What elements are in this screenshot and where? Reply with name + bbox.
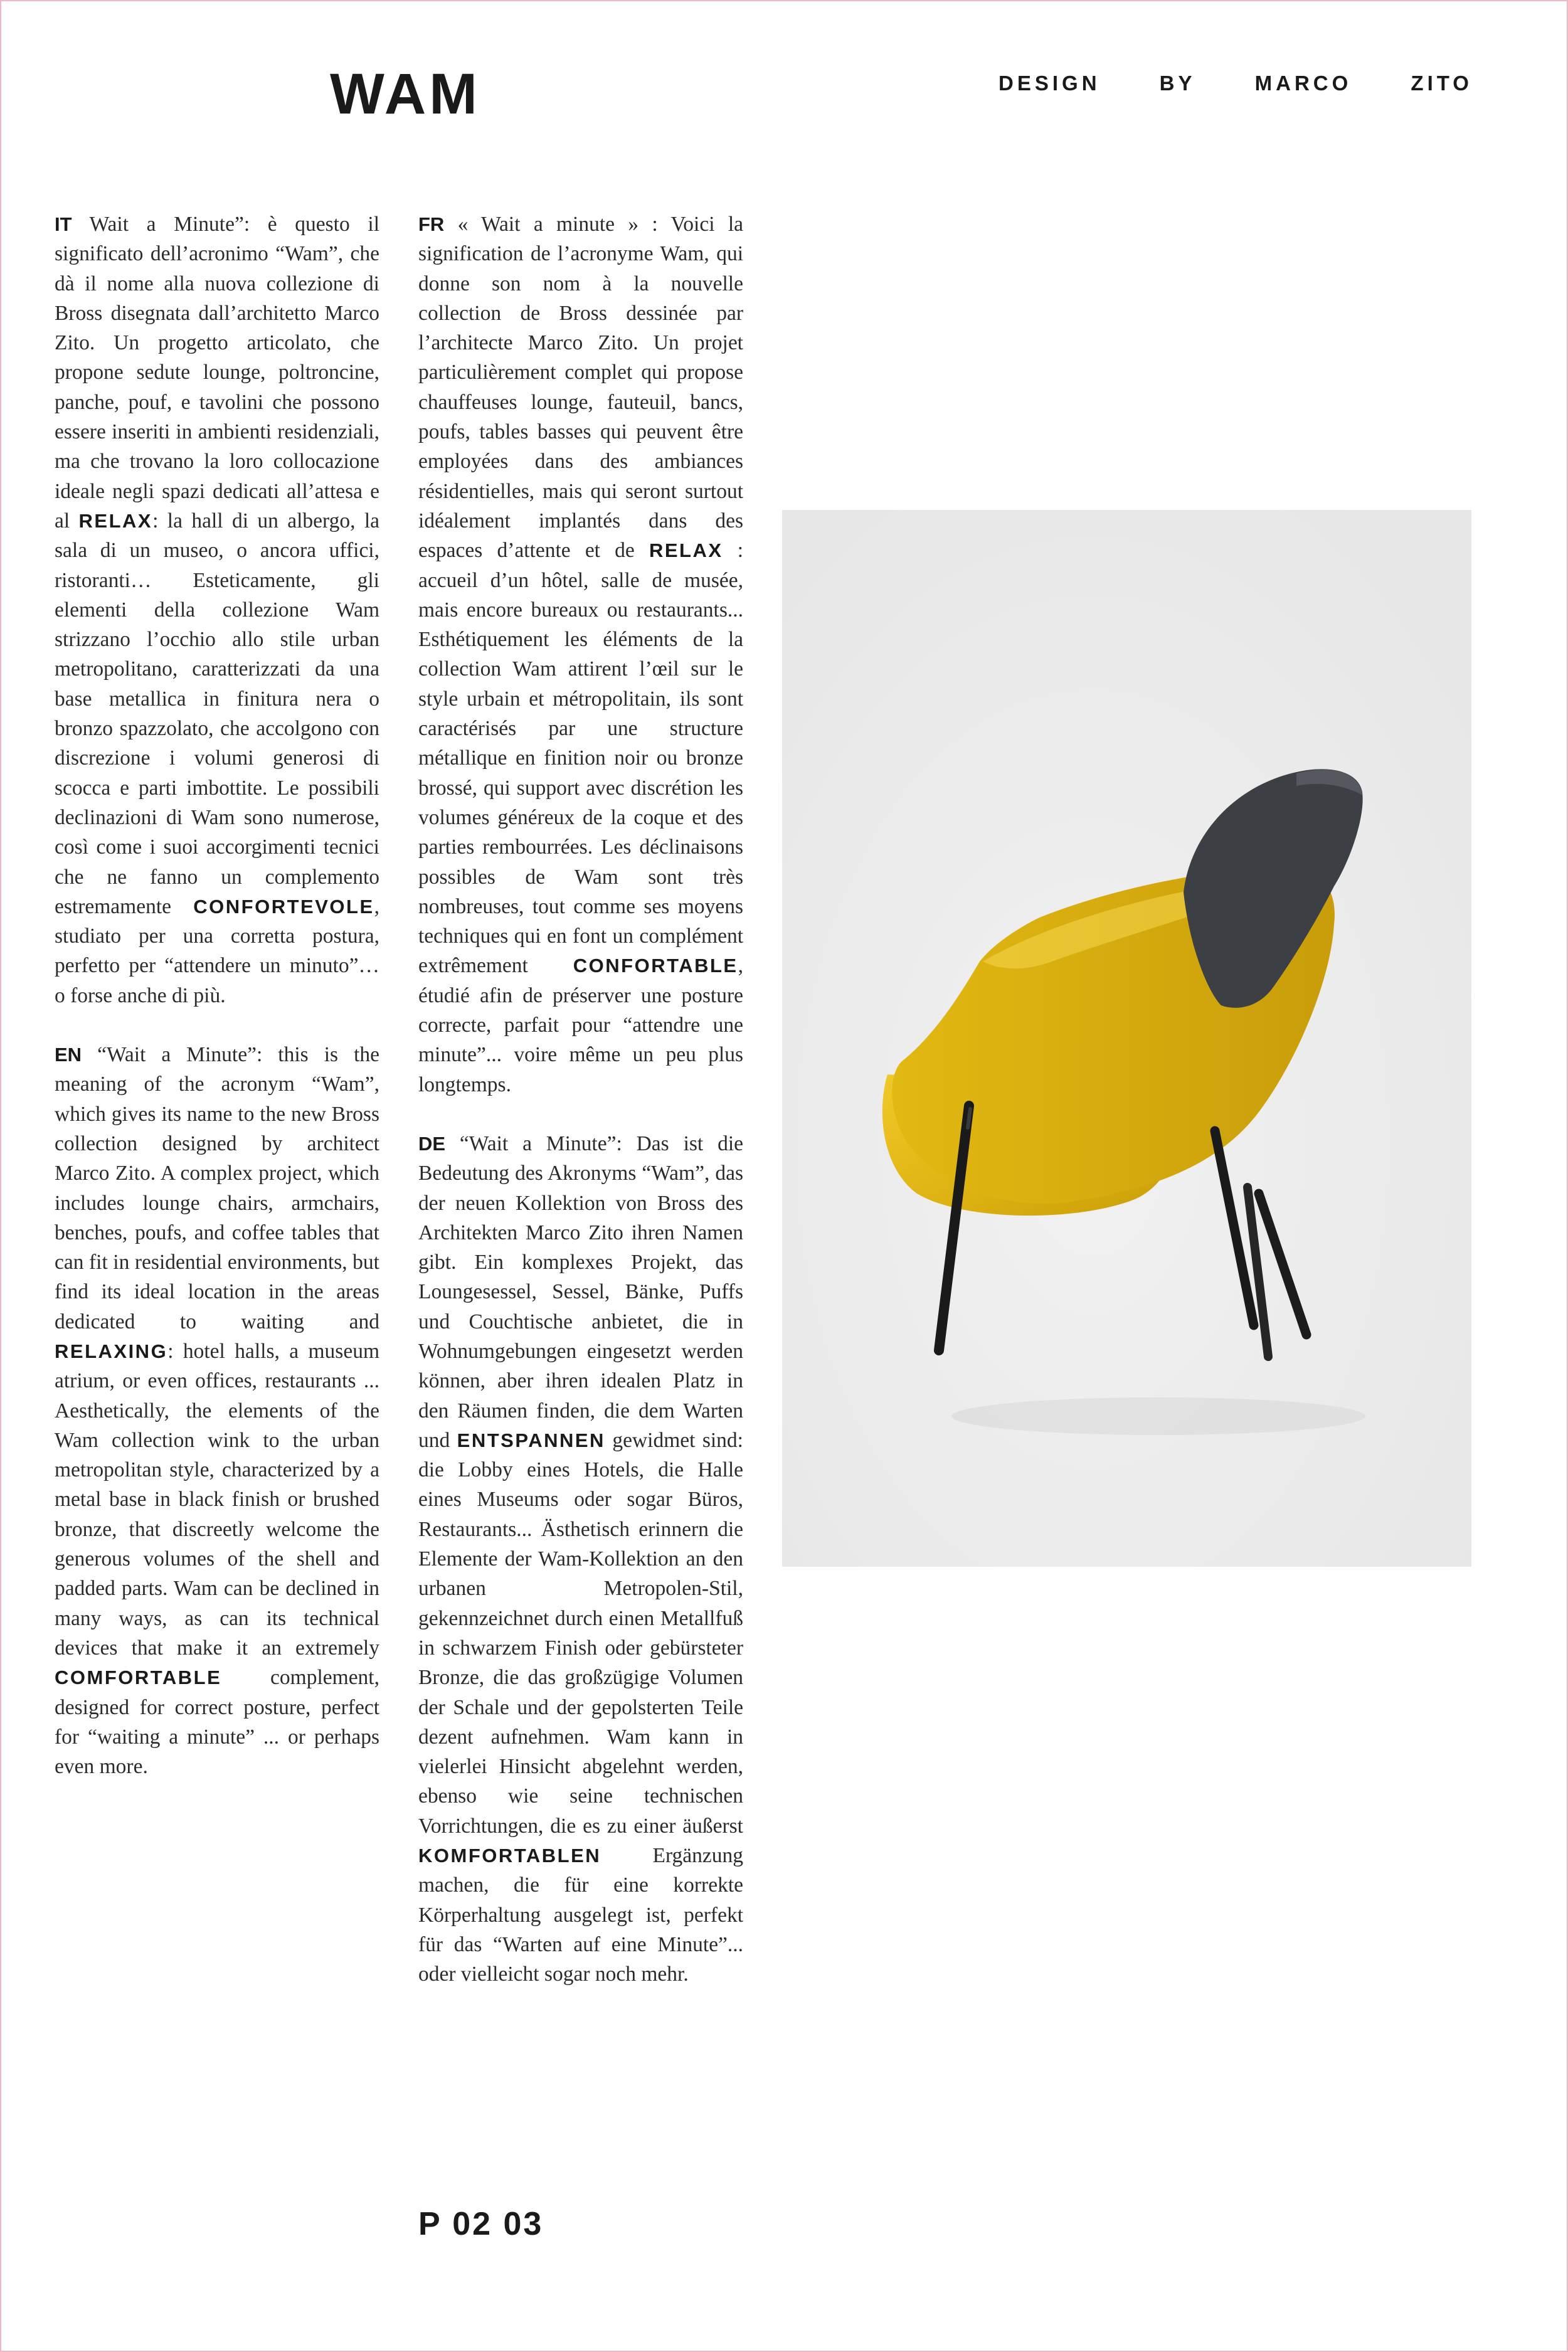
keyword: RELAXING: [55, 1340, 168, 1362]
paragraph-french: [418, 209, 743, 1099]
byline-word: MARCO: [1254, 72, 1352, 95]
byline-word: DESIGN: [999, 72, 1101, 95]
body-text: Wait a Minute”: è questo il significato dell’acronimo “Wam”, che dà il nome alla nuova collezione di Bross disegnata dall’architetto Marco Zito. Un progetto articolato, che propone sedute lounge, poltroncine, panche, pouf, e tavolini che possono essere inseriti in ambienti residenziali, ma che trovano la loro collocazione ideale negli spazi dedicati all’attesa e al: [55, 213, 379, 532]
page-number: P 02 03: [418, 2206, 544, 2242]
product-photo: [782, 510, 1471, 1567]
keyword: COMFORTABLE: [55, 1666, 222, 1689]
byline-word: ZITO: [1411, 72, 1473, 95]
body-text: : accueil d’un hôtel, salle de musée, mais encore bureaux ou restaurants... Esthétiquement les éléments de la collection Wam attirent l’œil sur le style urbain et métropolitain, ils sont caractérisés par une structure métallique en finition noir ou bronze brossé, qui support avec discrétion les volumes généreux de la coque et des parties rembourrées. Les déclinaisons possibles de Wam sont très nombreuses, tout comme ses moyens techniques qui en font un complément extrêmement: [418, 539, 744, 978]
body-text: « Wait a minute » : Voici la signification de l’acronyme Wam, qui donne son nom à la nouvelle collection de Bross dessinée par l’architecte Marco Zito. Un projet particulièrement complet qui propose chauffeuses lounge, fauteuil, bancs, poufs, tables basses qui peuvent être employées dans des ambiances résidentielles, mais qui seront surtout idéalement implantés dans des espaces d’attente et de: [418, 213, 743, 563]
language-label: EN: [55, 1044, 82, 1066]
paragraph-german: [418, 1129, 743, 1989]
keyword: RELAX: [649, 539, 723, 562]
body-text: “Wait a Minute”: this is the meaning of the acronym “Wam”, which gives its name to the new Bross collection designed by architect Marco Zito. A complex project, which includes lounge chairs, armchairs, benches, poufs, and coffee tables that can fit in residential environments, but find its ideal location in the areas dedicated to waiting and: [55, 1043, 379, 1333]
text-column-left: [55, 209, 379, 1781]
body-text: “Wait a Minute”: Das ist die Bedeutung des Akronyms “Wam”, das der neuen Kollektion von Bross des Architekten Marco Zito ihren Namen gibt. Ein komplexes Projekt, das Loungesessel, Sessel, Bänke, Puffs und Couchtische anbietet, die in Wohnumgebungen eingesetzt werden können, aber ihren idealen Platz in den Räumen finden, die dem Warten und: [418, 1131, 743, 1452]
keyword: KOMFORTABLEN: [418, 1845, 601, 1867]
floor-shadow: [951, 1397, 1365, 1435]
keyword: ENTSPANNEN: [457, 1429, 605, 1451]
body-text: complement, designed for correct posture, perfect for “waiting a minute” ... or perhaps even more.: [55, 1666, 379, 1779]
leg-joint: [968, 1109, 970, 1128]
text-column-right: [418, 209, 743, 1989]
body-text: , étudié afin de préserver une posture correcte, parfait pour “attendre une minute”... voire même un peu plus longtemps.: [418, 954, 743, 1096]
body-text: : la hall di un albergo, la sala di un museo, o ancora uffici, ristoranti… Esteticamente, gli elementi della collezione Wam strizzano l’occhio allo stile urban metropolitano, caratterizzati da una base metallica in finitura nera o bronzo spazzolato, che accolgono con discrezione i volumi generosi di scocca e parti imbottite. Le possibili declinazioni di Wam sono numerose, così come i suoi accorgimenti tecnici che ne fanno un complemento estremamente: [55, 509, 379, 918]
body-text: : hotel halls, a museum atrium, or even offices, restaurants ... Aesthetically, the elements of the Wam collection wink to the urban metropolitan style, characterized by a metal base in black finish or brushed bronze, that discreetly welcome the generous volumes of the shell and padded parts. Wam can be declined in many ways, as can its technical devices that make it an extremely: [55, 1339, 379, 1660]
language-label: IT: [55, 213, 72, 235]
body-text: Ergänzung machen, die für eine korrekte Körperhaltung ausgelegt ist, perfekt für das “Warten auf eine Minute”... oder vielleicht sogar noch mehr.: [418, 1844, 743, 1986]
keyword: RELAX: [78, 509, 153, 532]
body-text: , studiato per una corretta postura, perfetto per “attendere un minuto”… o forse anche di più.: [55, 894, 379, 1007]
byline: [999, 73, 1473, 93]
paragraph-english: [55, 1040, 379, 1781]
armchair-illustration: [782, 510, 1471, 1567]
paragraph-italian: [55, 209, 379, 1010]
byline-word: BY: [1159, 72, 1196, 95]
keyword: CONFORTEVOLE: [193, 895, 374, 918]
keyword: CONFORTABLE: [573, 955, 738, 977]
page-title: WAM: [330, 62, 480, 126]
language-label: FR: [418, 213, 445, 235]
body-text: gewidmet sind: die Lobby eines Hotels, die Halle eines Museums oder sogar Büros, Restaurants... Ästhetisch erinnern die Elemente der Wam-Kollektion an den urbanen Metropolen-Stil, gekennzeichnet durch einen Metallfuß in schwarzem Finish oder gebürsteter Bronze, die das großzügige Volumen der Schale und der gepolsterten Teile dezent aufnehmen. Wam kann in vielerlei Hinsicht abgelehnt werden, ebenso wie seine technischen Vorrichtungen, die es zu einer äußerst: [418, 1428, 743, 1838]
language-label: DE: [418, 1132, 446, 1155]
